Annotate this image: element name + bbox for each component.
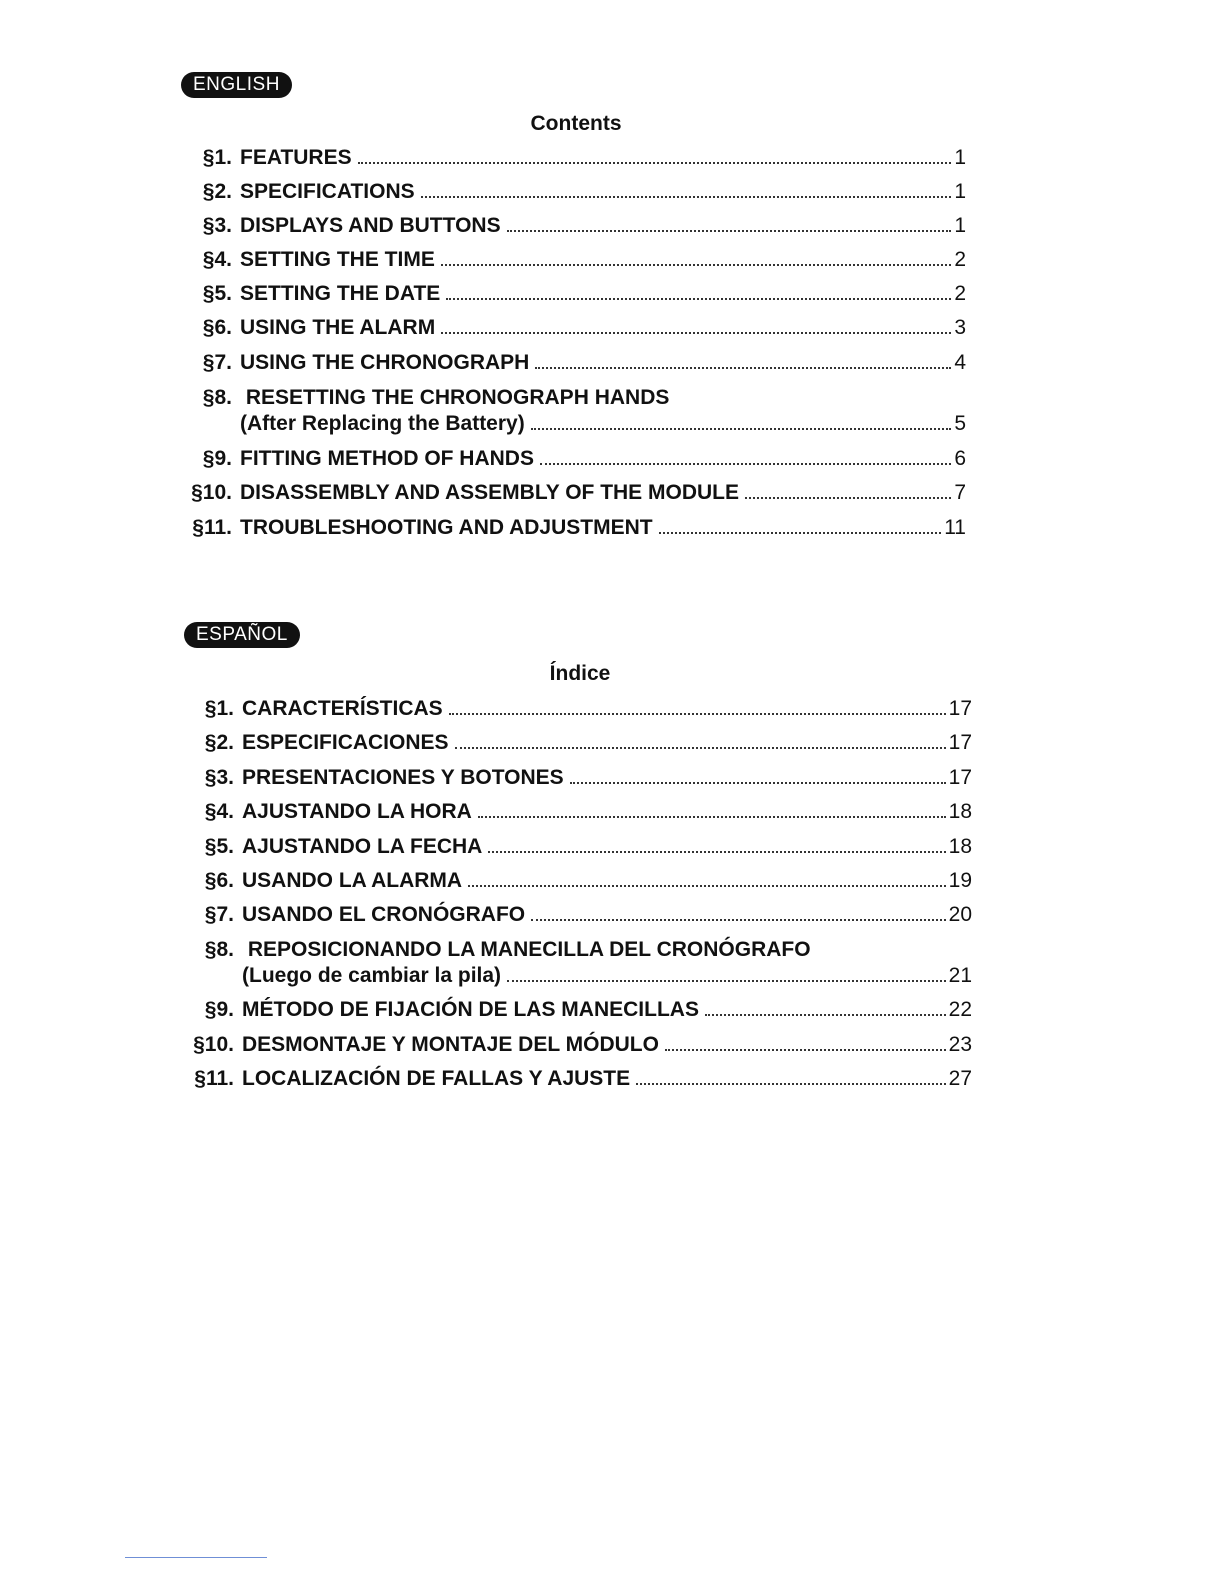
dot-leader xyxy=(446,297,951,300)
dot-leader xyxy=(540,462,951,465)
dot-leader xyxy=(531,427,952,430)
toc-entry-title: PRESENTACIONES Y BOTONES xyxy=(242,766,564,789)
dot-leader xyxy=(705,1013,946,1016)
toc-entry-title: DISPLAYS AND BUTTONS xyxy=(240,214,501,237)
toc-entry-page: 20 xyxy=(948,903,972,926)
dot-leader xyxy=(659,531,942,534)
toc-entry-number: §4. xyxy=(202,248,232,271)
toc-entry[interactable] xyxy=(190,730,972,756)
toc-entry-title: FITTING METHOD OF HANDS xyxy=(240,447,534,470)
spanish-language-badge: ESPAÑOL xyxy=(184,622,300,648)
indice-heading: Índice xyxy=(549,662,611,685)
toc-entry-page: 17 xyxy=(948,731,972,754)
toc-entry-title: USANDO EL CRONÓGRAFO xyxy=(242,903,526,926)
toc-entry-title: AJUSTANDO LA HORA xyxy=(242,800,472,823)
toc-entry-title: CARACTERÍSTICAS xyxy=(242,697,443,720)
toc-entry[interactable] xyxy=(190,834,972,860)
toc-entry-title: RESETTING THE CHRONOGRAPH HANDS xyxy=(245,386,670,409)
toc-entry-number: §2. xyxy=(204,731,234,754)
toc-entry[interactable] xyxy=(188,480,966,506)
toc-entry-number: §11. xyxy=(192,516,232,539)
toc-entry-page: 2 xyxy=(954,248,966,271)
toc-entry-number: §5. xyxy=(202,282,232,305)
toc-entry-number: §7. xyxy=(204,903,234,926)
toc-entry-page: 4 xyxy=(954,351,966,374)
toc-entry-page: 17 xyxy=(948,697,972,720)
dot-leader xyxy=(507,979,946,982)
toc-entry-number: §8. xyxy=(204,938,234,961)
toc-entry[interactable] xyxy=(188,411,966,437)
toc-entry-page: 17 xyxy=(948,766,972,789)
toc-entry[interactable] xyxy=(188,145,966,171)
dot-leader xyxy=(531,918,946,921)
toc-entry-page: 19 xyxy=(948,869,972,892)
toc-entry-title: USING THE CHRONOGRAPH xyxy=(240,351,530,374)
toc-entry-page: 7 xyxy=(954,481,966,504)
dot-leader xyxy=(455,746,946,749)
dot-leader xyxy=(488,850,945,853)
toc-entry-number: §5. xyxy=(204,835,234,858)
toc-entry[interactable] xyxy=(188,179,966,205)
toc-entry[interactable] xyxy=(190,963,972,989)
toc-entry[interactable] xyxy=(188,247,966,273)
toc-entry-title: USING THE ALARM xyxy=(240,316,436,339)
toc-entry[interactable] xyxy=(188,281,966,307)
toc-entry-number: §9. xyxy=(202,447,232,470)
toc-entry-number: §9. xyxy=(204,998,234,1021)
toc-entry-page: 11 xyxy=(944,516,966,539)
toc-entry-number: §6. xyxy=(202,316,232,339)
toc-entry-page: 6 xyxy=(954,447,966,470)
dot-leader xyxy=(478,815,946,818)
toc-entry-number: §3. xyxy=(202,214,232,237)
english-language-badge: ENGLISH xyxy=(181,72,292,98)
toc-entry[interactable] xyxy=(190,799,972,825)
dot-leader xyxy=(441,331,951,334)
toc-entry-title-line[interactable] xyxy=(188,385,669,411)
toc-entry[interactable] xyxy=(190,1066,972,1092)
toc-entry-page: 1 xyxy=(954,214,966,237)
dot-leader xyxy=(665,1048,946,1051)
toc-entry-page: 18 xyxy=(948,835,972,858)
toc-entry-title: ESPECIFICACIONES xyxy=(242,731,449,754)
toc-entry-number: §10. xyxy=(193,1033,234,1056)
dot-leader xyxy=(358,161,952,164)
toc-entry[interactable] xyxy=(190,696,972,722)
toc-entry-page: 27 xyxy=(948,1067,972,1090)
toc-entry-number: §8. xyxy=(202,386,232,409)
toc-entry-number: §2. xyxy=(202,180,232,203)
toc-entry-number: §1. xyxy=(202,146,232,169)
toc-entry[interactable] xyxy=(190,868,972,894)
toc-entry-page: 23 xyxy=(948,1033,972,1056)
toc-entry-number: §10. xyxy=(191,481,232,504)
toc-entry-title-line[interactable] xyxy=(190,937,811,963)
toc-entry-title: SETTING THE TIME xyxy=(240,248,435,271)
toc-entry-page: 21 xyxy=(948,964,972,987)
dot-leader xyxy=(441,263,951,266)
toc-entry[interactable] xyxy=(190,902,972,928)
toc-entry-number: §11. xyxy=(194,1067,234,1090)
toc-entry-page: 22 xyxy=(948,998,972,1021)
toc-entry[interactable] xyxy=(188,515,966,541)
toc-entry-title: SPECIFICATIONS xyxy=(240,180,415,203)
toc-entry-number: §7. xyxy=(202,351,232,374)
dot-leader xyxy=(449,712,946,715)
toc-entry[interactable] xyxy=(188,446,966,472)
toc-entry-title: MÉTODO DE FIJACIÓN DE LAS MANECILLAS xyxy=(242,998,699,1021)
toc-entry-subtitle: (Luego de cambiar la pila) xyxy=(242,964,502,987)
contents-heading: Contents xyxy=(530,112,622,135)
toc-entry[interactable] xyxy=(188,350,966,376)
toc-entry-number: §6. xyxy=(204,869,234,892)
toc-entry-page: 3 xyxy=(954,316,966,339)
toc-entry[interactable] xyxy=(188,315,966,341)
toc-entry-title: TROUBLESHOOTING AND ADJUSTMENT xyxy=(240,516,653,539)
toc-entry-page: 1 xyxy=(954,146,966,169)
toc-entry-title: LOCALIZACIÓN DE FALLAS Y AJUSTE xyxy=(242,1067,631,1090)
toc-entry-subtitle: (After Replacing the Battery) xyxy=(240,412,525,435)
toc-entry-page: 2 xyxy=(954,282,966,305)
dot-leader xyxy=(745,496,951,499)
toc-entry-number: §1. xyxy=(204,697,234,720)
dot-leader xyxy=(507,229,952,232)
toc-entry-title: SETTING THE DATE xyxy=(240,282,441,305)
toc-entry[interactable] xyxy=(190,997,972,1023)
dot-leader xyxy=(636,1082,945,1085)
toc-entry-title: FEATURES xyxy=(240,146,352,169)
toc-entry-title: AJUSTANDO LA FECHA xyxy=(242,835,483,858)
scan-line-mark xyxy=(125,1557,267,1558)
toc-entry-title: DESMONTAJE Y MONTAJE DEL MÓDULO xyxy=(242,1033,659,1056)
toc-entry-page: 1 xyxy=(954,180,966,203)
dot-leader xyxy=(570,781,946,784)
toc-entry-number: §4. xyxy=(204,800,234,823)
dot-leader xyxy=(468,884,946,887)
toc-entry-number: §3. xyxy=(204,766,234,789)
dot-leader xyxy=(421,195,952,198)
toc-entry[interactable] xyxy=(190,765,972,791)
toc-entry-title: USANDO LA ALARMA xyxy=(242,869,463,892)
toc-entry-page: 5 xyxy=(954,412,966,435)
dot-leader xyxy=(535,366,951,369)
toc-entry[interactable] xyxy=(188,213,966,239)
toc-entry-page: 18 xyxy=(948,800,972,823)
toc-entry-title: REPOSICIONANDO LA MANECILLA DEL CRONÓGRAFO xyxy=(247,938,811,961)
toc-entry-title: DISASSEMBLY AND ASSEMBLY OF THE MODULE xyxy=(240,481,740,504)
toc-entry[interactable] xyxy=(190,1032,972,1058)
